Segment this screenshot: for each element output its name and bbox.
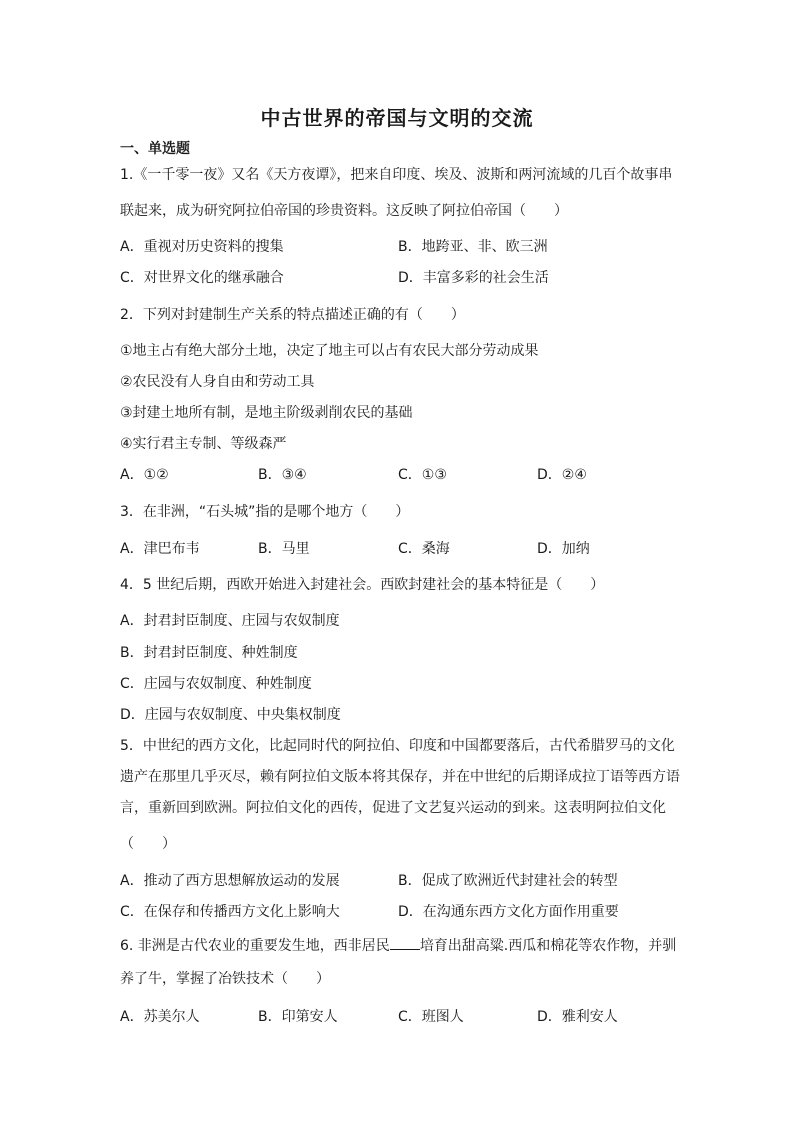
q2-stem: 2．下列对封建制生产关系的特点描述正确的有（ ） — [120, 307, 465, 323]
q3-option-d: D．加纳 — [537, 541, 590, 557]
q5-stem-line2: 遗产在那里几乎灭尽，赖有阿拉伯文版本将其保存，并在中世纪的后期译成拉丁语等西方语 — [120, 769, 680, 785]
answer-blank — [390, 935, 420, 950]
section-heading: 一、单选题 — [120, 141, 190, 157]
q6-stem-part2: 培育出甜高粱.西瓜和棉花等农作物，并驯 — [419, 938, 677, 954]
q6-option-b: B．印第安人 — [258, 1009, 338, 1025]
q4-option-c: C．庄园与农奴制度、种姓制度 — [120, 676, 312, 692]
q3-option-c: C．桑海 — [398, 541, 450, 557]
q5-stem-line4: （ ） — [120, 836, 176, 852]
q1-option-b: B．地跨亚、非、欧三洲 — [398, 239, 548, 255]
q6-option-d: D．雅利安人 — [537, 1009, 618, 1025]
q4-option-d: D．庄园与农奴制度、中央集权制度 — [120, 707, 341, 723]
q3-option-a: A．津巴布韦 — [120, 541, 200, 557]
q2-statement-2: ②农民没有人身自由和劳动工具 — [120, 374, 315, 390]
q1-stem-line2: 联起来，成为研究阿拉伯帝国的珍贵资料。这反映了阿拉伯帝国（ ） — [120, 203, 568, 219]
q4-stem: 4．5 世纪后期，西欧开始进入封建社会。西欧封建社会的基本特征是（ ） — [120, 577, 605, 593]
q6-stem-line1 — [120, 935, 676, 955]
q5-option-a: A．推动了西方思想解放运动的发展 — [120, 873, 340, 889]
q5-option-c: C．在保存和传播西方文化上影响大 — [120, 904, 340, 920]
q1-option-a: A．重视对历史资料的搜集 — [120, 239, 284, 255]
q5-stem-line3: 言，重新回到欧洲。阿拉伯文化的西传，促进了文艺复兴运动的到来。这表明阿拉伯文化 — [120, 800, 666, 816]
q2-option-b: B．③④ — [258, 467, 307, 483]
q3-stem: 3．在非洲，“石头城”指的是哪个地方（ ） — [120, 504, 410, 520]
q6-option-c: C．班图人 — [398, 1009, 464, 1025]
q5-option-b: B．促成了欧洲近代封建社会的转型 — [398, 873, 618, 889]
q2-option-d: D．②④ — [537, 467, 587, 483]
q3-option-b: B．马里 — [258, 541, 310, 557]
q1-stem-line1: 1.《一千零一夜》又名《天方夜谭》，把来自印度、埃及、波斯和两河流域的几百个故事串 — [120, 167, 673, 183]
q2-statement-3: ③封建土地所有制，是地主阶级剥削农民的基础 — [120, 405, 413, 421]
page-title: 中古世界的帝国与文明的交流 — [260, 106, 534, 130]
q6-option-a: A．苏美尔人 — [120, 1009, 200, 1025]
q6-stem-part1: 6. 非洲是古代农业的重要发生地，西非居民 — [120, 938, 390, 954]
q2-statement-1: ①地主占有绝大部分土地，决定了地主可以占有农民大部分劳动成果 — [120, 343, 539, 359]
q2-option-c: C．①③ — [398, 467, 447, 483]
q5-option-d: D．在沟通东西方文化方面作用重要 — [398, 904, 619, 920]
q4-option-b: B．封君封臣制度、种姓制度 — [120, 645, 298, 661]
q6-stem-line2: 养了牛，掌握了冶铁技术（ ） — [120, 971, 330, 987]
q1-option-d: D．丰富多彩的社会生活 — [398, 270, 549, 286]
q5-stem-line1: 5．中世纪的西方文化，比起同时代的阿拉伯、印度和中国都要落后，古代希腊罗马的文化 — [120, 738, 675, 754]
q1-option-c: C．对世界文化的继承融合 — [120, 270, 284, 286]
q4-option-a: A．封君封臣制度、庄园与农奴制度 — [120, 613, 340, 629]
q2-statement-4: ④实行君主专制、等级森严 — [120, 436, 287, 452]
q2-option-a: A．①② — [120, 467, 169, 483]
